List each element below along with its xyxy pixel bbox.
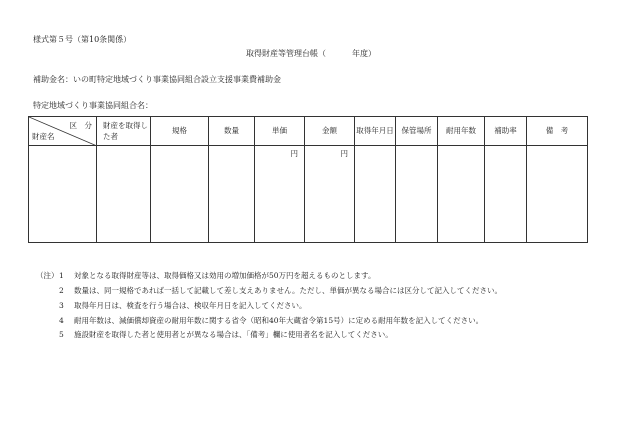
cell-useful-life[interactable]: [438, 146, 485, 243]
note-text: 取得年月日は、検査を行う場合は、検収年月日を記入してください。: [74, 301, 307, 310]
form-number: 様式第５号（第10条関係）: [33, 35, 132, 44]
cell-remarks[interactable]: [527, 146, 588, 243]
note-number: 3: [59, 301, 64, 310]
unit-price-unit: 円: [290, 149, 298, 158]
title-prefix: 取得財産等管理台帳（: [246, 49, 326, 58]
notes-lead: （注）: [36, 271, 59, 280]
note-text: 耐用年数は、減価償却資産の耐用年数に関する省令（昭和40年大蔵省令第15号）に定める耐用年数を記入してください。: [74, 316, 484, 325]
cell-unit-price[interactable]: [255, 146, 305, 243]
header-row: [29, 117, 588, 146]
cell-storage-location[interactable]: [396, 146, 438, 243]
column-header-useful-life: 耐用年数: [438, 117, 485, 146]
corner-top-label: 区 分: [69, 121, 92, 130]
note-number: 2: [59, 286, 64, 295]
cell-acquisition-date[interactable]: [355, 146, 396, 243]
column-header-acquirer: 財産を取得した者: [97, 117, 151, 146]
note-number: 1: [59, 271, 64, 280]
association-name: 特定地域づくり事業協同組合名：: [33, 101, 153, 110]
column-header-amount: 金額: [305, 117, 355, 146]
column-header-quantity: 数量: [209, 117, 255, 146]
grant-name: 補助金名：いの町特定地域づくり事業協同組合設立支援事業費補助金: [33, 75, 281, 84]
note-text: 対象となる取得財産等は、取得価格又は効用の増加価格が50万円を超えるものとします。: [74, 271, 376, 280]
note-text: 数量は、同一規格であれば一括して記載して差し支えありません。ただし、単価が異なる場合には区分して記入してください。: [74, 286, 502, 295]
page-title: [246, 50, 376, 58]
cell-quantity[interactable]: [209, 146, 255, 243]
cell-asset-name[interactable]: [29, 146, 97, 243]
column-header-remarks: 備 考: [527, 117, 588, 146]
column-header-storage-location: 保管場所: [396, 117, 438, 146]
column-header-unit-price: 単価: [255, 117, 305, 146]
column-header-spec: 規格: [151, 117, 209, 146]
title-suffix: 年度）: [352, 49, 376, 58]
cell-acquirer[interactable]: [97, 146, 151, 243]
corner-bottom-label: 財産名: [32, 131, 55, 141]
cell-amount[interactable]: [305, 146, 355, 243]
note-number: 4: [59, 316, 64, 325]
column-header-subsidy-rate: 補助率: [485, 117, 527, 146]
note-text: 施設財産を取得した者と使用者とが異なる場合は、「備考」欄に使用者名を記入してください。: [74, 330, 393, 339]
table-row: [29, 146, 588, 243]
amount-unit: 円: [340, 149, 348, 158]
asset-ledger-table: [28, 116, 588, 243]
cell-spec[interactable]: [151, 146, 209, 243]
cell-subsidy-rate[interactable]: [485, 146, 527, 243]
note-number: 5: [59, 330, 64, 339]
corner-header-cell: [29, 117, 97, 146]
column-header-acquisition-date: 取得年月日: [355, 117, 396, 146]
